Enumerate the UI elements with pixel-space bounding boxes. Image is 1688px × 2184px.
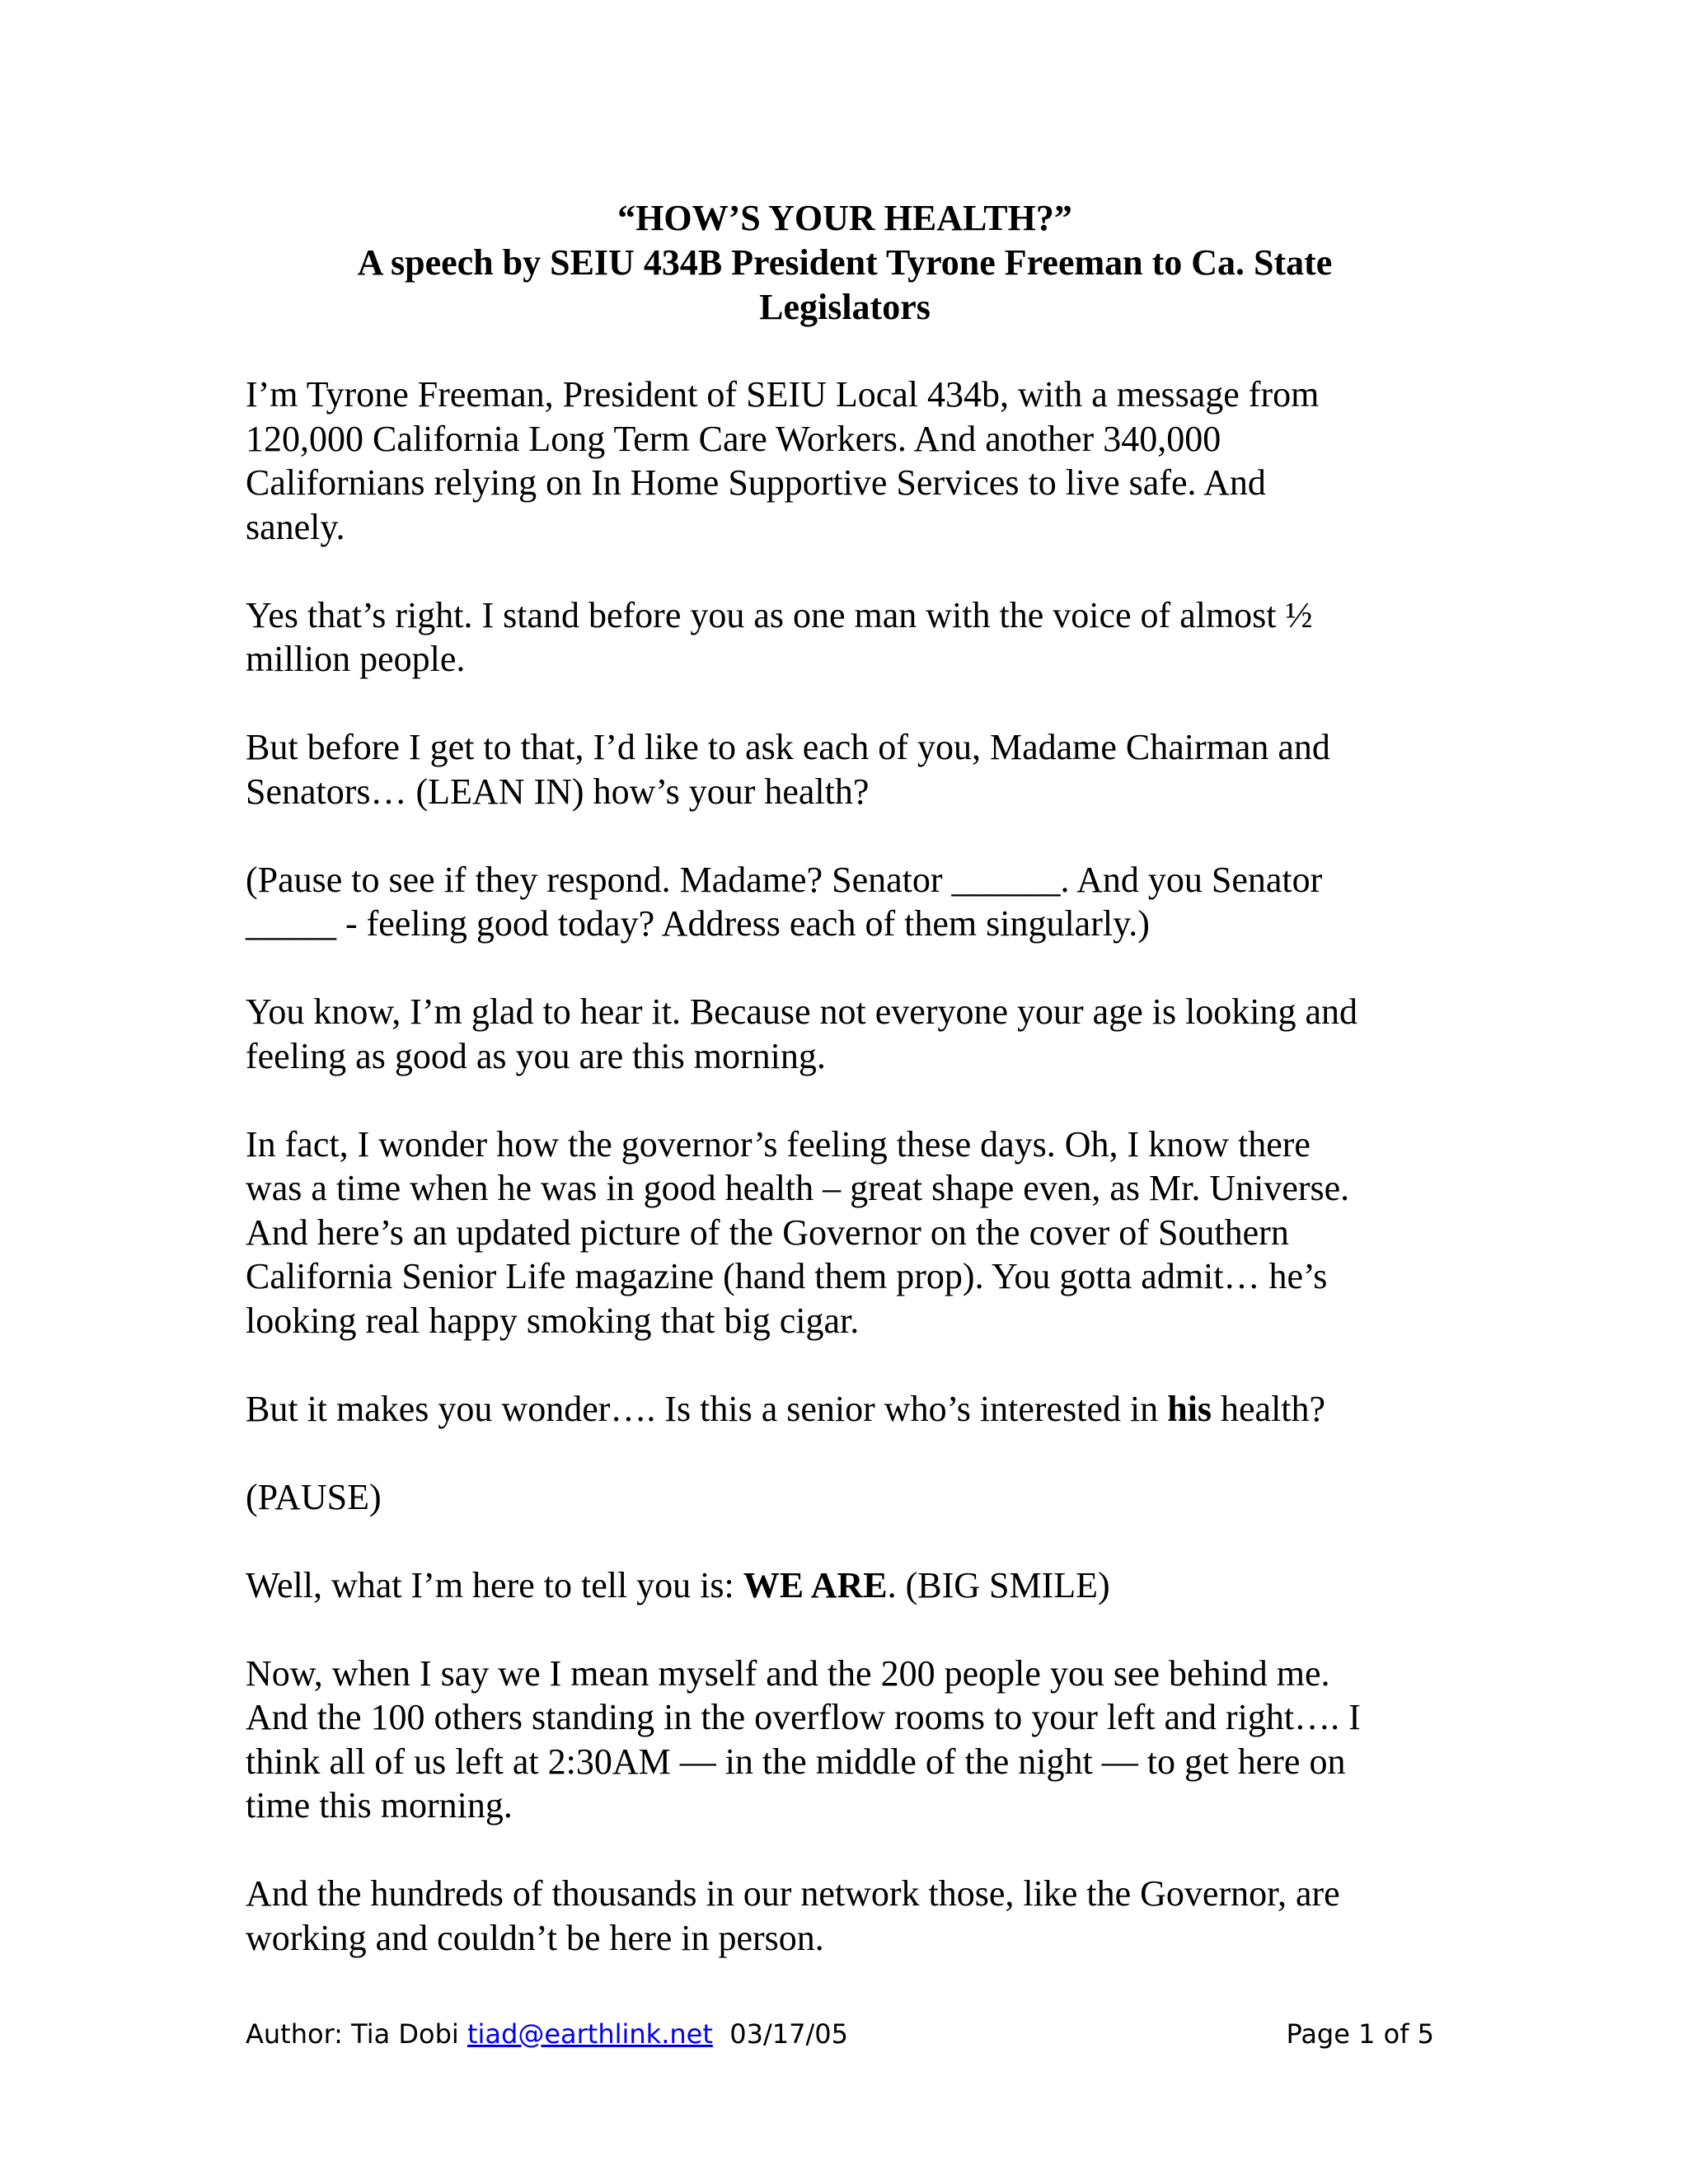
footer-author: [246, 2018, 848, 2050]
paragraph-pause-respond: [246, 858, 1457, 946]
text-line: (PAUSE): [246, 1476, 382, 1517]
paragraph-glad: [246, 990, 1457, 1078]
paragraph-people-behind: [246, 1652, 1457, 1828]
text-line: _____ - feeling good today? Address each of them singularly.): [246, 903, 1150, 944]
paragraph-ask-health: [246, 725, 1457, 813]
paragraph-we-are: [246, 1563, 1457, 1608]
text-line: looking real happy smoking that big cigar.: [246, 1300, 860, 1341]
text-line: [246, 1387, 1457, 1432]
text-line: And here’s an updated picture of the Governor on the cover of Southern: [246, 1212, 1289, 1253]
title-line-3: Legislators: [759, 287, 931, 327]
text-run: Well, what I’m here to tell you is:: [246, 1564, 743, 1605]
paragraph-pause: [246, 1475, 1457, 1520]
speech-body: [246, 373, 1457, 2004]
text-line: You know, I’m glad to hear it. Because not everyone your age is looking and: [246, 991, 1358, 1032]
text-run: health?: [1212, 1388, 1326, 1429]
text-line: sanely.: [246, 506, 345, 547]
paragraph-network: [246, 1872, 1457, 1960]
text-line: million people.: [246, 639, 466, 679]
text-line: (Pause to see if they respond. Madame? Senator ______. And you Senator: [246, 859, 1323, 900]
page-number: Page 1 of 5: [1286, 2018, 1434, 2050]
text-line: In fact, I wonder how the governor’s feeling these days. Oh, I know there: [246, 1123, 1311, 1165]
paragraph-voice: [246, 593, 1457, 682]
text-line: And the hundreds of thousands in our network those, like the Governor, are: [246, 1873, 1340, 1914]
text-line: And the 100 others standing in the overflow rooms to your left and right…. I: [246, 1697, 1361, 1737]
text-run: But it makes you wonder…. Is this a senior who’s interested in: [246, 1388, 1168, 1429]
author-email-link[interactable]: tiad@earthlink.net: [467, 2018, 713, 2050]
text-line: Californians relying on In Home Supportive Services to live safe. And: [246, 462, 1266, 503]
text-line: I’m Tyrone Freeman, President of SEIU Local 434b, with a message from: [246, 374, 1320, 415]
text-line: California Senior Life magazine (hand them prop). You gotta admit… he’s: [246, 1256, 1328, 1296]
text-line: Senators… (LEAN IN) how’s your health?: [246, 771, 870, 812]
text-line: But before I get to that, I’d like to ask each of you, Madame Chairman and: [246, 727, 1330, 767]
author-label: Author: Tia Dobi: [246, 2018, 467, 2050]
paragraph-wonder: [246, 1387, 1457, 1432]
emphasis-text: WE ARE: [743, 1564, 888, 1605]
emphasis-text: his: [1167, 1388, 1212, 1429]
title-line-2: A speech by SEIU 434B President Tyrone Freeman to Ca. State: [357, 242, 1333, 283]
document-date: 03/17/05: [712, 2018, 848, 2050]
text-line: working and couldn’t be here in person.: [246, 1917, 824, 1958]
text-line: Now, when I say we I mean myself and the 200 people you see behind me.: [246, 1652, 1330, 1694]
title-line-1: “HOW’S YOUR HEALTH?”: [617, 198, 1072, 238]
text-line: Yes that’s right. I stand before you as one man with the voice of almost ½: [246, 594, 1313, 635]
paragraph-intro: [246, 373, 1457, 549]
text-line: was a time when he was in good health – great shape even, as Mr. Universe.: [246, 1168, 1350, 1208]
text-line: [246, 1563, 1457, 1608]
paragraph-governor: [246, 1122, 1457, 1343]
text-line: 120,000 California Long Term Care Workers. And another 340,000: [246, 418, 1221, 459]
text-line: time this morning.: [246, 1785, 513, 1825]
text-line: think all of us left at 2:30AM — in the middle of the night — to get here on: [246, 1741, 1346, 1782]
text-line: feeling as good as you are this morning.: [246, 1035, 826, 1076]
text-run: . (BIG SMILE): [887, 1564, 1110, 1605]
document-title: [247, 196, 1442, 330]
